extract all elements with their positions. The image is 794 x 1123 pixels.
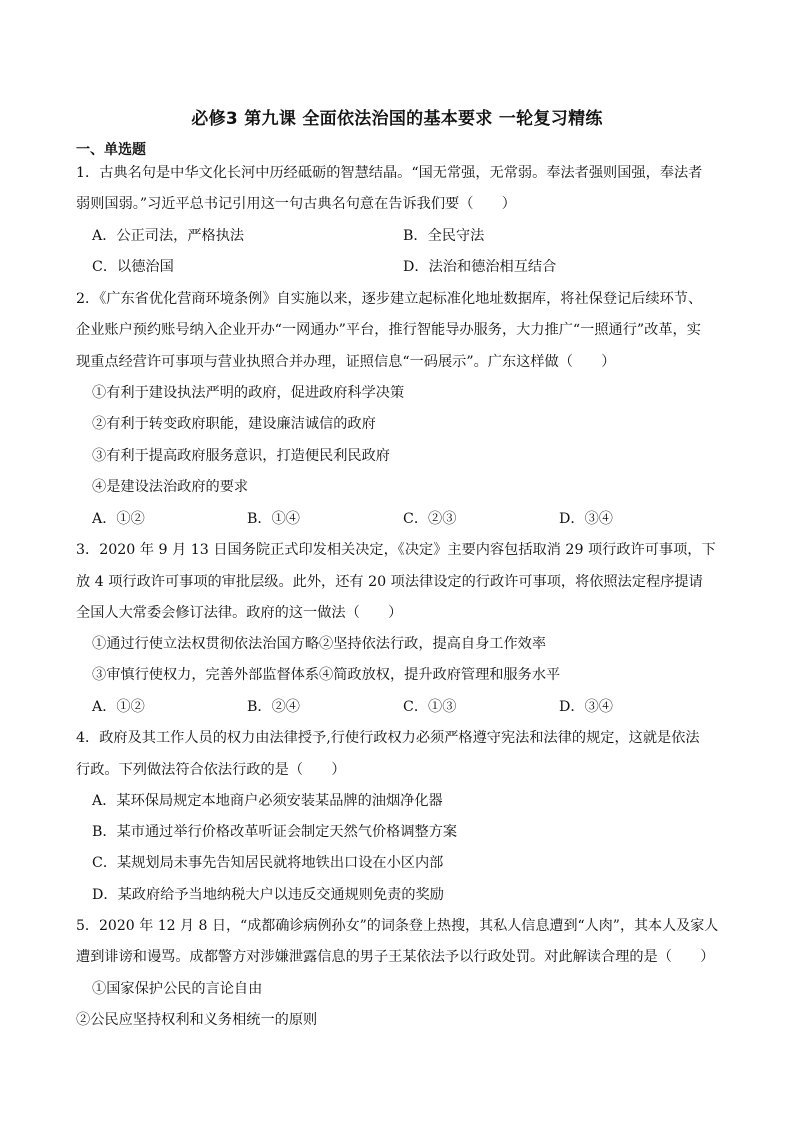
q2-stem-line2: 企业账户预约账号纳入企业开办“一网通办”平台，推行智能导办服务，大力推广“一照通行”改革，实 [76,322,701,338]
q3-option-b: B．②④ [247,699,300,715]
q3-statement-1: ①通过行使立法权贯彻依法治国方略②坚持依法行政，提高自身工作效率 [92,636,547,652]
q3-option-c: C．①③ [403,699,457,715]
q4-stem-line2: 行政。下列做法符合依法行政的是（ ） [76,762,346,778]
q2-statement-2: ②有利于转变政府职能，建设廉洁诚信的政府 [92,416,376,432]
q5-stem-line1: 5．2020 年 12 月 8 日，“成都确诊病例孙女”的词条登上热搜，其私人信息遭到“人肉”，其本人及家人 [76,918,719,934]
q2-stem-line1: 2．《广东省优化营商环境条例》自实施以来，逐步建立起标准化地址数据库，将社保登记后续环节、 [76,291,703,307]
q3-option-a: A．①② [92,699,145,715]
q1-option-d: D．法治和德治相互结合 [403,259,557,275]
q4-option-d: D．某政府给予当地纳税大户以违反交通规则免责的奖励 [92,887,444,903]
page-title: 必修3 第九课 全面依法治国的基本要求 一轮复习精练 [191,109,603,129]
q2-statement-3: ③有利于提高政府服务意识，打造便民利民政府 [92,448,390,464]
q4-option-b: B．某市通过举行价格改革听证会制定天然气价格调整方案 [92,824,458,840]
q5-statement-2: ②公民应坚持权利和义务相统一的原则 [76,1012,318,1028]
q1-stem-line2: 弱则国弱。”习近平总书记引用这一句古典名句意在告诉我们要（ ） [76,196,516,212]
q2-option-d: D．③④ [559,511,613,527]
q3-stem-line3: 全国人大常委会修订法律。政府的这一做法（ ） [76,605,403,621]
section-heading: 一、单选题 [76,142,146,158]
q3-statement-2: ③审慎行使权力，完善外部监督体系④简政放权，提升政府管理和服务水平 [92,667,561,683]
q2-statement-1: ①有利于建设执法严明的政府，促进政府科学决策 [92,385,405,401]
q5-statement-1: ①国家保护公民的言论自由 [92,981,263,997]
q4-stem-line1: 4．政府及其工作人员的权力由法律授予,行使行政权力必须严格遵守宪法和法律的规定，这就是依法 [76,730,700,746]
q2-option-b: B．①④ [247,511,300,527]
q5-stem-line2: 遭到诽谤和谩骂。成都警方对涉嫌泄露信息的男子王某依法予以行政处罚。对此解读合理的是（ ） [76,949,715,965]
q4-option-a: A．某环保局规定本地商户必须安装某品牌的油烟净化器 [92,793,443,809]
q3-stem-line1: 3．2020 年 9 月 13 日国务院正式印发相关决定，《决定》主要内容包括取消 29 项行政许可事项，下 [76,542,716,558]
q1-option-a: A．公正司法，严格执法 [92,228,245,244]
q2-option-c: C．②③ [403,511,457,527]
q2-stem-line3: 现重点经营许可事项与营业执照合并办理，证照信息“一码展示”。广东这样做（ ） [76,354,616,370]
q3-option-d: D．③④ [559,699,613,715]
q4-option-c: C．某规划局未事先告知居民就将地铁出口设在小区内部 [92,855,444,871]
q2-option-a: A．①② [92,511,145,527]
q3-stem-line2: 放 4 项行政许可事项的审批层级。此外，还有 20 项法律设定的行政许可事项，将依照法定程序提请 [76,574,703,590]
q2-statement-4: ④是建设法治政府的要求 [92,479,249,495]
q1-option-b: B．全民守法 [403,228,485,244]
q1-option-c: C．以德治国 [92,259,174,275]
q1-stem-line1: 1．古典名句是中华文化长河中历经砥砺的智慧结晶。“国无常强，无常弱。奉法者强则国强，奉法者 [76,165,703,181]
